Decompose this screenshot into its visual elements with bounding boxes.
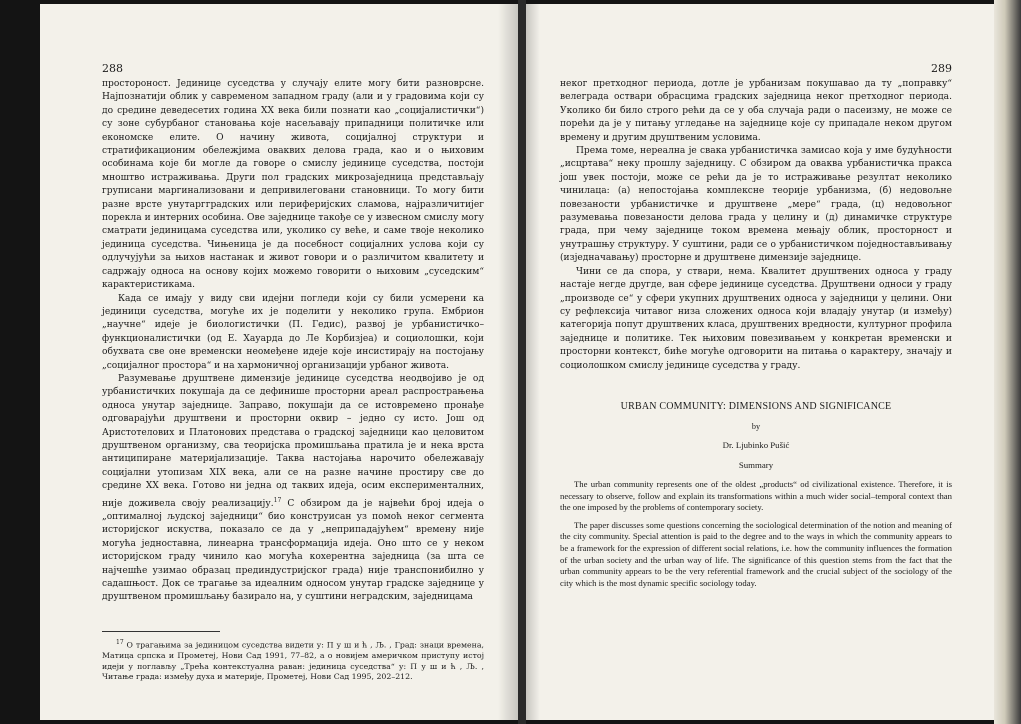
- left-paragraph-3-cont: С обзиром да је највећи број идеја о „оптималној људској заједници“ био конструисан уз помоћ неког сегмента историјског искуства, показало се да у „неприпадајућем“ времену није могућа једноставна, линеарна трансформација идеја. Оно што се у неком историјском граду чинило као могућа кохерентна заједница (за шта се најчешће узимао образац прединдустријског града) није транспонибилно у садашњост. Док се трагање за идеалним односом унутар градске заједнице у друштвеном промишљању базирало на, у суштини неградским, заједницама: [102, 498, 484, 603]
- page-edges: [994, 0, 1021, 724]
- left-paragraph-2: Када се имају у виду сви идејни погледи који су били усмерени ка јединици суседства, могуће их је поделити у неколико група. Ембрион „научне“ идеје је биологистички (П. Гедис), развој је урбанистичко–функционалистички (од Е. Хауарда до Ле Корбизјеа) и социолошки, који обухвата све оне временски неомеђене идеје које инсистирају на постојању „социјалног простора“ и на хармоничној организацији урбаног живота.: [102, 293, 484, 371]
- right-paragraph-2: Према томе, нереална је свака урбанистичка замисао која у име будућности „исцртава“ неку прошлу заједницу. С обзиром да оваква урбанистичка пракса још увек постоји, може се рећи да је то истраживање резултат неколико чинилаца: (а) непостојања комплексне теорије урбанизма, (б) недовољне повезаности урбанистичке и друштвене „мере“ града, (ц) недовољног разумевања повезаности делова града у целину и (д) динамичке структуре града, при чему заједнице током времена мењају облик, просторност и унутрашњу структуру. У суштини, ради се о урбанистичком поједностављивању (изједначавању) просторне и друштвене димензије заједнице.: [560, 146, 952, 264]
- left-paragraph-3-text: Разумевање друштвене димензије јединице суседства неодвојиво је од урбанистичких покушаја да се дефинише просторни ареал распрострањења односа унутар заједнице. Заправо, покушаји да се истовремено пронађе одговарајући друштвени и просторни оквир – једно су исто. Још од Аристотелових и Платонових представа о градској заједници као целовитом друштвеном организму, сва теоријска промишљања пратила је и нека врста антиципиране материјализације. Таква настојања нарочито обележавају социјални утопизам XIX века, али се на разне начине простиру све до средине XX века. Готово ни једна од таквих идеја, осим експерименталних, није доживела своју реализацију.: [102, 373, 484, 509]
- left-paragraph-3: [102, 373, 484, 605]
- book-gutter: [518, 0, 526, 724]
- page-number-left: 288: [102, 62, 123, 75]
- summary-by: by: [751, 421, 761, 431]
- right-paragraph-1: неког претходног периода, дотле је урбанизам покушавао да ту „поправку“ велеграда оствари обрасцима градских заједница неког претходног периода. Уколико би било строго рећи да се у оба случаја ради о пасеизму, не може се порећи да је у питању угледање на заједнице које су припадале неком другом времену и другим друштвеним условима.: [560, 79, 952, 143]
- page-number-right: 289: [931, 62, 952, 75]
- left-page-shadow: [498, 4, 518, 720]
- footnote-17: [102, 638, 484, 683]
- left-body-text: [102, 78, 484, 605]
- left-page: [40, 4, 518, 720]
- summary-title: URBAN COMMUNITY: DIMENSIONS AND SIGNIFICANCE: [620, 400, 892, 412]
- left-paragraph-1: простороност. Јединице суседства у случају елите могу бити разноврсне. Најпознатији облик у савременом западном граду (али и у градовима који су до средине деведесетих година XX века били познати као „социјалистички“) су зоне субурбаног становања које насељавају припадници политичке или економске елите. О начину живота, социјалној структури и стратификационим обележјима оваквих делова града, као и о њиховим особинама које би могле да говоре о смислу јединице суседства, постоји мноштво истраживања. Други пол градских микрозаједница представљају груписани маргинализовани и депривилеговани становници. То могу бити разне врсте унутаргградских или периферијских сламова, најразличитијег порекла и интерних особина. Ове заједнице такође се у извесном смислу могу сматрати јединицама суседства или, уколико су веће, и саме твоје неколико јединица суседства. Чињеница је да посебност социјалних услова који су одлучујући за њихов настанак и живот говори и о различитом квалитету и садржају односа на основу којих можемо говорити о њиховим „суседским“ карактеристикама.: [102, 79, 484, 291]
- footnote-text: О трагањима за јединицом суседства видети у: П у ш и ћ , Љ. , Град: знаци времена, Матица српска и Прометеј, Нови Сад 1991, 77–82, а о новијем америчком приступу истој идеји у поглављу „Трећа контекстуална раван: јединица суседства“ у: П у ш и ћ , Љ. , Читање града: између духа и материје, Прометеј, Нови Сад 1995, 202–212.: [102, 640, 484, 682]
- summary-author: Dr. Ljubinko Pušić: [722, 439, 790, 450]
- summary-paragraph-2: The paper discusses some questions concerning the sociological determination of the notion and meaning of the city community. Special attention is paid to the degree and to the ways in which the community appears to be a framework for the expression of different social relations, i.e. how the community influences the formation of the urban society and the urban way of life. The significance of this question stems from the fact that the urban community appears to be the very referential framework and the crucial subject of the sociology of the city which is the most dynamic specific sociology today.: [560, 519, 952, 588]
- footnote-ref-17: 17: [273, 496, 282, 504]
- right-body-text: [560, 78, 952, 373]
- english-summary: [560, 401, 952, 589]
- right-paragraph-3: Чини се да спора, у ствари, нема. Квалитет друштвених односа у граду настаје негде другде, ван сфере јединице суседства. Друштвени односи у граду „производе се“ у сфери укупних друштвених односа у заједници у целини. Они су рефлексија читавог низа сложених односа који владају унутар (и између) категорија попут друштвених класа, друштвених вредности, културног профила заједнице и политике. Тек њиховим повезивањем у конкретан временски и просторни контекст, биће могуће одговорити на питања о карактеру, значају и социолошком смислу јединице суседства у граду.: [560, 266, 952, 371]
- right-page: [526, 4, 994, 720]
- footnote-number: 17: [116, 638, 124, 646]
- summary-paragraph-1: The urban community represents one of the oldest „products“ od civilizational existence. Therefore, it is necessary to observe, follow and explain its transformations within a much wider social–temporal context than the one imposed by the problems of contemporary society.: [560, 478, 952, 513]
- summary-text: [560, 479, 952, 589]
- footnote-divider: [102, 631, 220, 632]
- right-page-shadow: [526, 4, 540, 720]
- summary-heading: Summary: [738, 459, 774, 470]
